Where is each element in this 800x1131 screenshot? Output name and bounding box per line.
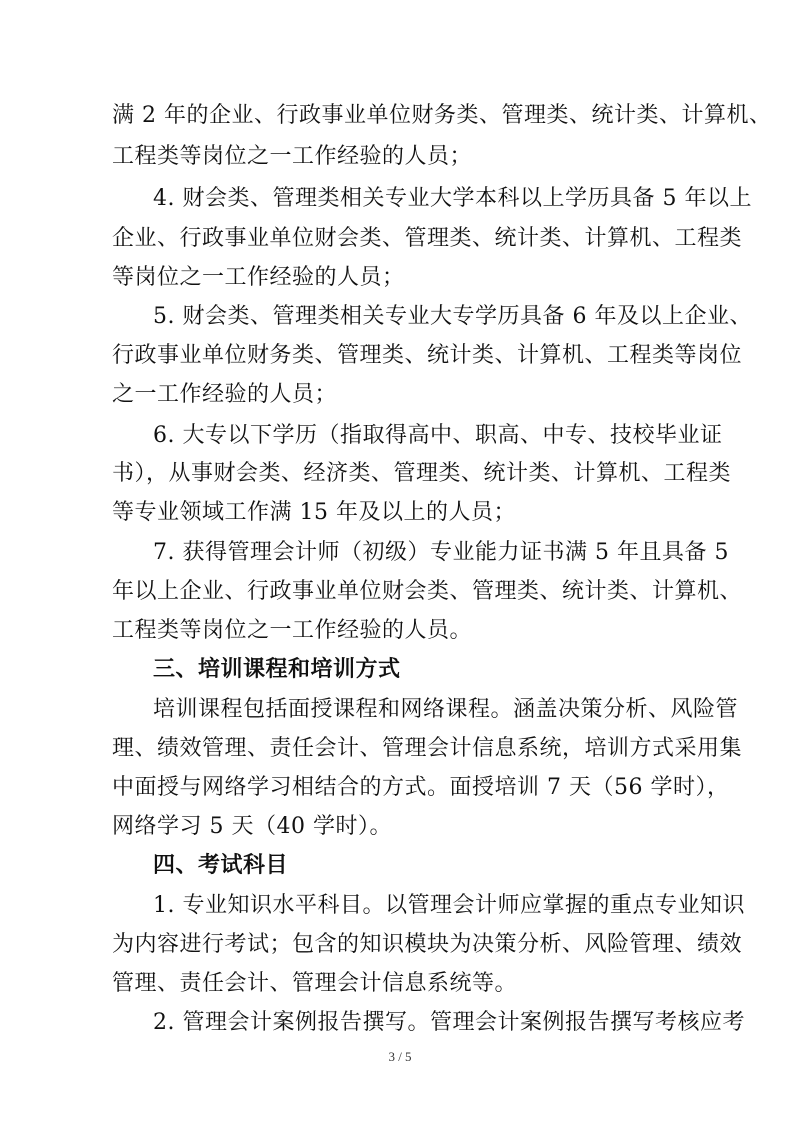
text-line: 网络学习 5 天（40 学时）。 bbox=[112, 814, 392, 839]
section-heading: 四、考试科目 bbox=[153, 853, 289, 878]
text-line: 中面授与网络学习相结合的方式。面授培训 7 天（56 学时）， bbox=[112, 775, 730, 800]
text-line: 为内容进行考试；包含的知识模块为决策分析、风险管理、绩效 bbox=[112, 932, 743, 957]
text-line: 理、绩效管理、责任会计、管理会计信息系统，培训方式采用集 bbox=[112, 736, 743, 761]
text-line: 培训课程包括面授课程和网络课程。涵盖决策分析、风险管 bbox=[153, 697, 739, 722]
text-line: 1. 专业知识水平科目。以管理会计师应掌握的重点专业知识 bbox=[153, 893, 745, 918]
text-line: 6. 大专以下学历（指取得高中、职高、中专、技校毕业证 bbox=[153, 423, 723, 448]
text-line: 满 2 年的企业、行政事业单位财务类、管理类、统计类、计算机、 bbox=[112, 103, 772, 128]
text-line: 行政事业单位财务类、管理类、统计类、计算机、工程类等岗位 bbox=[112, 343, 743, 368]
text-line: 书），从事财会类、经济类、管理类、统计类、计算机、工程类 bbox=[112, 461, 732, 486]
text-line: 4. 财会类、管理类相关专业大学本科以上学历具备 5 年以上 bbox=[153, 186, 752, 211]
text-line: 等专业领域工作满 15 年及以上的人员； bbox=[112, 500, 516, 525]
page-number: 3 / 5 bbox=[388, 1049, 412, 1064]
text-line: 5. 财会类、管理类相关专业大专学历具备 6 年及以上企业、 bbox=[153, 304, 752, 329]
section-heading: 三、培训课程和培训方式 bbox=[153, 657, 401, 682]
text-line: 工程类等岗位之一工作经验的人员。 bbox=[112, 618, 473, 643]
text-line: 2. 管理会计案例报告撰写。管理会计案例报告撰写考核应考 bbox=[153, 1010, 745, 1035]
text-line: 等岗位之一工作经验的人员； bbox=[112, 265, 405, 290]
text-line: 年以上企业、行政事业单位财会类、管理类、统计类、计算机、 bbox=[112, 579, 743, 604]
text-line: 工程类等岗位之一工作经验的人员； bbox=[112, 144, 473, 169]
text-line: 7. 获得管理会计师（初级）专业能力证书满 5 年且具备 5 bbox=[153, 540, 729, 565]
text-line: 企业、行政事业单位财会类、管理类、统计类、计算机、工程类 bbox=[112, 226, 743, 251]
text-line: 之一工作经验的人员； bbox=[112, 382, 338, 407]
text-line: 管理、责任会计、管理会计信息系统等。 bbox=[112, 971, 518, 996]
